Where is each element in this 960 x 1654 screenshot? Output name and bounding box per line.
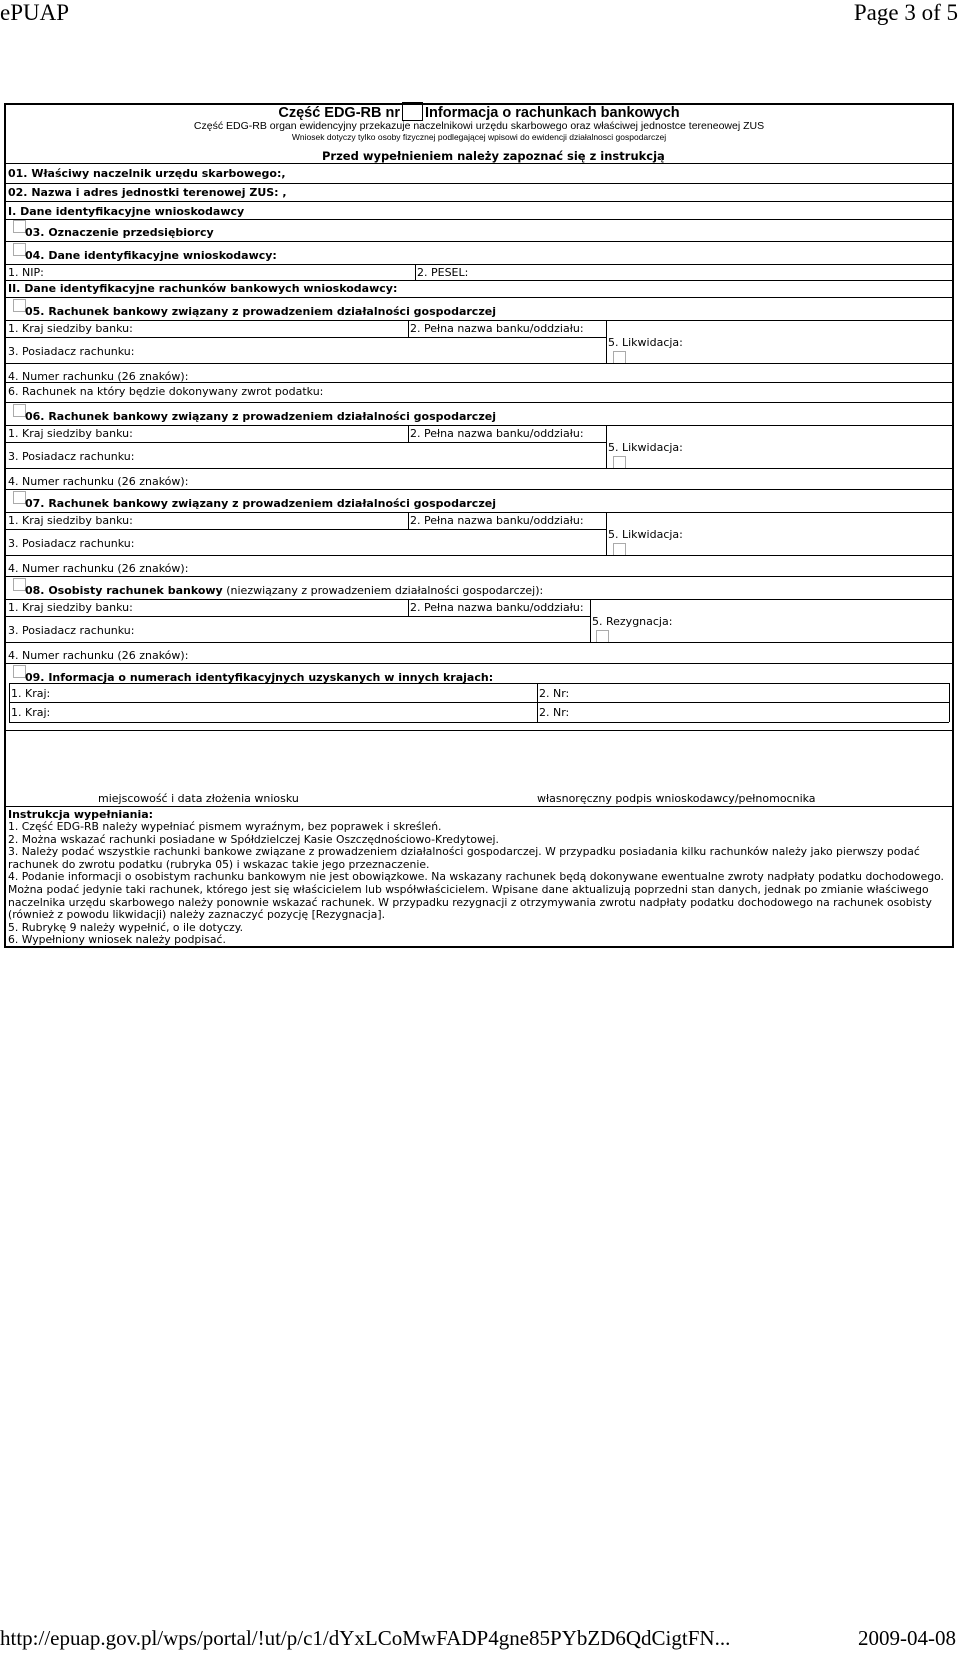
account-08-country-label: 1. Kraj siedziby banku: — [8, 601, 133, 614]
instruction-item: 5. Rubrykę 9 należy wypełnić, o ile dotyczy. — [8, 920, 244, 934]
account-07-title: 07. Rachunek bankowy związany z prowadzeniem działalności gospodarczej — [25, 497, 496, 510]
account-08-option-label: 5. Rezygnacja: — [592, 615, 673, 628]
form-title-right: Informacja o rachunkach bankowych — [425, 105, 680, 121]
form-subtitle: Część EDG-RB organ ewidencyjny przekazuje naczelnikowi urzędu skarbowego oraz właściwej jednostce tereneowej ZUS — [193, 120, 765, 132]
instructions-heading: Instrukcja wypełniania: — [8, 808, 154, 821]
page-footer — [0, 1626, 960, 1654]
account-08-number-label: 4. Numer rachunku (26 znaków): — [8, 649, 189, 662]
account-05-refund-label: 6. Rachunek na który będzie dokonywany zwrot podatku: — [8, 385, 324, 398]
signature-label: własnoręczny podpis wnioskodawcy/pełnomocnika — [537, 792, 816, 805]
edg-rb-form — [4, 103, 954, 948]
field-03-label: 03. Oznaczenie przedsiębiorcy — [25, 226, 214, 239]
account-08-holder-label: 3. Posiadacz rachunku: — [8, 624, 135, 637]
other-number-2-label: 2. Nr: — [539, 706, 570, 719]
account-05-option-label: 5. Likwidacja: — [608, 336, 683, 349]
field-09-label: 09. Informacja o numerach identyfikacyjnych uzyskanych w innych krajach: — [25, 671, 494, 684]
field-02-label: 02. Nazwa i adres jednostki terenowej ZUS: , — [8, 186, 287, 199]
other-number-1-label: 2. Nr: — [539, 687, 570, 700]
part-number-box[interactable] — [402, 102, 423, 121]
account-05-holder-label: 3. Posiadacz rachunku: — [8, 345, 135, 358]
account-07-holder-label: 3. Posiadacz rachunku: — [8, 537, 135, 550]
signature-place-date-label: miejscowość i data złożenia wniosku — [98, 792, 299, 805]
account-08-bank-label: 2. Pełna nazwa banku/oddziału: — [410, 601, 584, 614]
account-05-bank-label: 2. Pełna nazwa banku/oddziału: — [410, 322, 584, 335]
page-header-app: ePUAP — [0, 0, 70, 25]
account-06-number-label: 4. Numer rachunku (26 znaków): — [8, 475, 189, 488]
account-07-country-label: 1. Kraj siedziby banku: — [8, 514, 133, 527]
account-06-bank-label: 2. Pełna nazwa banku/oddziału: — [410, 427, 584, 440]
account-08-title-rest: (niezwiązany z prowadzeniem działalności gospodarczej): — [222, 584, 544, 597]
account-06-country-label: 1. Kraj siedziby banku: — [8, 427, 133, 440]
instructions-list — [8, 821, 948, 947]
account-07-number-label: 4. Numer rachunku (26 znaków): — [8, 562, 189, 575]
page-url: http://epuap.gov.pl/wps/portal/!ut/p/c1/dYxLCoMwFADP4gne85PYbZD6QdCigtFN... — [0, 1626, 731, 1650]
nip-label: 1. NIP: — [8, 266, 44, 279]
instruction-item: 2. Można wskazać rachunki posiadane w Spółdzielczej Kasie Oszczędnościowo-Kredytowej. — [8, 832, 499, 846]
pesel-label: 2. PESEL: — [417, 266, 469, 279]
field-04-label: 04. Dane identyfikacyjne wnioskodawcy: — [25, 249, 277, 262]
form-scope-note: Wniosek dotyczy tylko osoby fizycznej podlegającej wpisowi do ewidencji działalnosci gospodarczej — [291, 132, 667, 142]
section-1-heading: I. Dane identyfikacyjne wnioskodawcy — [8, 205, 245, 218]
account-05-country-label: 1. Kraj siedziby banku: — [8, 322, 133, 335]
form-title — [6, 102, 952, 121]
account-07-bank-label: 2. Pełna nazwa banku/oddziału: — [410, 514, 584, 527]
page-header — [0, 0, 960, 30]
other-country-1-label: 1. Kraj: — [11, 687, 51, 700]
form-title-left: Część EDG-RB nr — [278, 105, 401, 121]
page-number: Page 3 of 5 — [853, 0, 958, 25]
instruction-item: 6. Wypełniony wniosek należy podpisać. — [8, 933, 226, 947]
account-07-option-label: 5. Likwidacja: — [608, 528, 683, 541]
account-05-number-label: 4. Numer rachunku (26 znaków): — [8, 370, 189, 383]
field-01-label: 01. Właściwy naczelnik urzędu skarbowego:, — [8, 167, 286, 180]
other-country-2-label: 1. Kraj: — [11, 706, 51, 719]
instruction-notice: Przed wypełnieniem należy zapoznać się z instrukcją — [322, 149, 665, 163]
account-06-option-label: 5. Likwidacja: — [608, 441, 683, 454]
page-date: 2009-04-08 — [858, 1626, 956, 1650]
instruction-item: 3. Należy podać wszystkie rachunki bankowe związane z prowadzeniem działalności gospodarczej. W przypadku posiadania kilku rachunków należy jako pierwszy podać rachunek do zwrotu podatku (rubryka 05) i wskazac takie jego przeznaczenie. — [8, 845, 920, 871]
account-06-title: 06. Rachunek bankowy związany z prowadzeniem działalności gospodarczej — [25, 410, 496, 423]
section-2-heading: II. Dane identyfikacyjne rachunków bankowych wnioskodawcy: — [8, 282, 398, 295]
account-08-title — [25, 584, 543, 597]
account-06-holder-label: 3. Posiadacz rachunku: — [8, 450, 135, 463]
account-08-title-bold: 08. Osobisty rachunek bankowy — [25, 584, 223, 597]
instruction-item: 4. Podanie informacji o osobistym rachunku bankowym nie jest obowiązkowe. Na wskazany rachunek będą dokonywane ewentualne zwroty nadpłaty podatku dochodowego. Można podać jedynie taki rachunek, którego jest się właścicielem lub współwłaścicielem. Wpisane dane aktualizują poprzedni stan danych, jednak po zmianie właściwego naczelnika urzędu skarbowego należy ponownie wskazać rachunek. W przypadku rezygnacji z otrzymywania zwrotu nadpłaty podatku dochodowego na rachunek osobisty (również z powodu likwidacji) należy zaznaczyć pozycję [Rezygnacja]. — [8, 870, 944, 922]
instruction-item: 1. Część EDG-RB należy wypełniać pismem wyraźnym, bez poprawek i skreśleń. — [8, 820, 442, 833]
account-05-title: 05. Rachunek bankowy związany z prowadzeniem działalności gospodarczej — [25, 305, 496, 318]
